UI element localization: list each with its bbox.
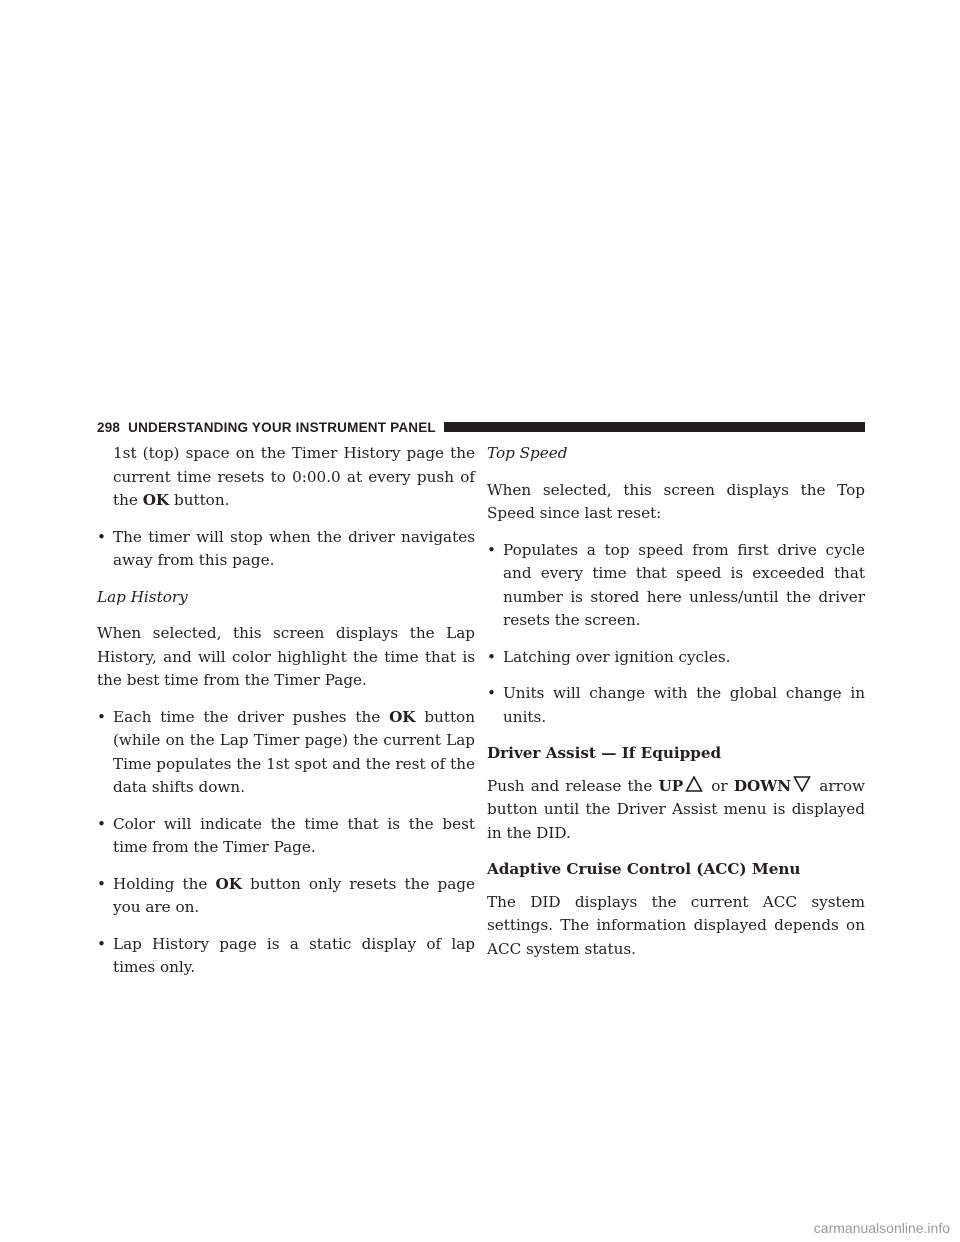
watermark: carmanualsonline.info [813, 1220, 950, 1236]
list-item: • Each time the driver pushes the OK button (while on the Lap Timer page) the current Lap Time populates the 1st spot and the rest of the data shifts down. [97, 707, 475, 796]
list-item: • Units will change with the global change in units. [487, 684, 865, 726]
list-item: • Color will indicate the time that is the best time from the Timer Page. [97, 814, 475, 856]
driver-assist-heading: Driver Assist — If Equipped [487, 744, 722, 762]
bullet-icon: • [487, 540, 496, 559]
page-number: 298 [97, 419, 121, 435]
list-item: • Latching over ignition cycles. [487, 646, 865, 670]
up-arrow-icon [685, 776, 703, 792]
top-speed-intro: When selected, this screen displays the Top Speed since last reset: [487, 480, 865, 522]
section-title: UNDERSTANDING YOUR INSTRUMENT PANEL [128, 419, 436, 435]
left-column [97, 442, 475, 993]
down-arrow-icon [793, 776, 811, 792]
page-header [97, 416, 865, 438]
driver-assist-paragraph: Push and release the UP or DOWN arrow button until the Driver Assist menu is displayed in the DID. [487, 776, 866, 842]
header-rule [444, 422, 865, 432]
bullet-icon: • [97, 874, 106, 893]
timer-history-paragraph: 1st (top) space on the Timer History page the current time resets to 0:00.0 at every push of the OK button. [113, 444, 475, 509]
list-item: • Lap History page is a static display of lap times only. [97, 934, 475, 976]
top-speed-heading: Top Speed [487, 444, 568, 462]
list-item: • Holding the OK button only resets the page you are on. [97, 874, 476, 916]
list-item: • The timer will stop when the driver navigates away from this page. [97, 527, 475, 569]
acc-menu-paragraph: The DID displays the current ACC system settings. The information displayed depends on ACC system status. [487, 892, 865, 958]
lap-history-intro: When selected, this screen displays the Lap History, and will color highlight the time that is the best time from the Timer Page. [97, 624, 475, 689]
right-column [487, 442, 865, 974]
bullet-icon: • [487, 647, 496, 666]
bullet-icon: • [97, 527, 106, 546]
bullet-icon: • [97, 934, 106, 953]
bullet-icon: • [97, 707, 106, 726]
bullet-icon: • [97, 814, 106, 833]
list-item: • Populates a top speed from first drive cycle and every time that speed is exceeded that number is stored here unless/until the driver resets the screen. [487, 540, 865, 629]
lap-history-heading: Lap History [97, 587, 188, 606]
acc-menu-heading: Adaptive Cruise Control (ACC) Menu [487, 860, 801, 878]
bullet-icon: • [487, 684, 496, 702]
